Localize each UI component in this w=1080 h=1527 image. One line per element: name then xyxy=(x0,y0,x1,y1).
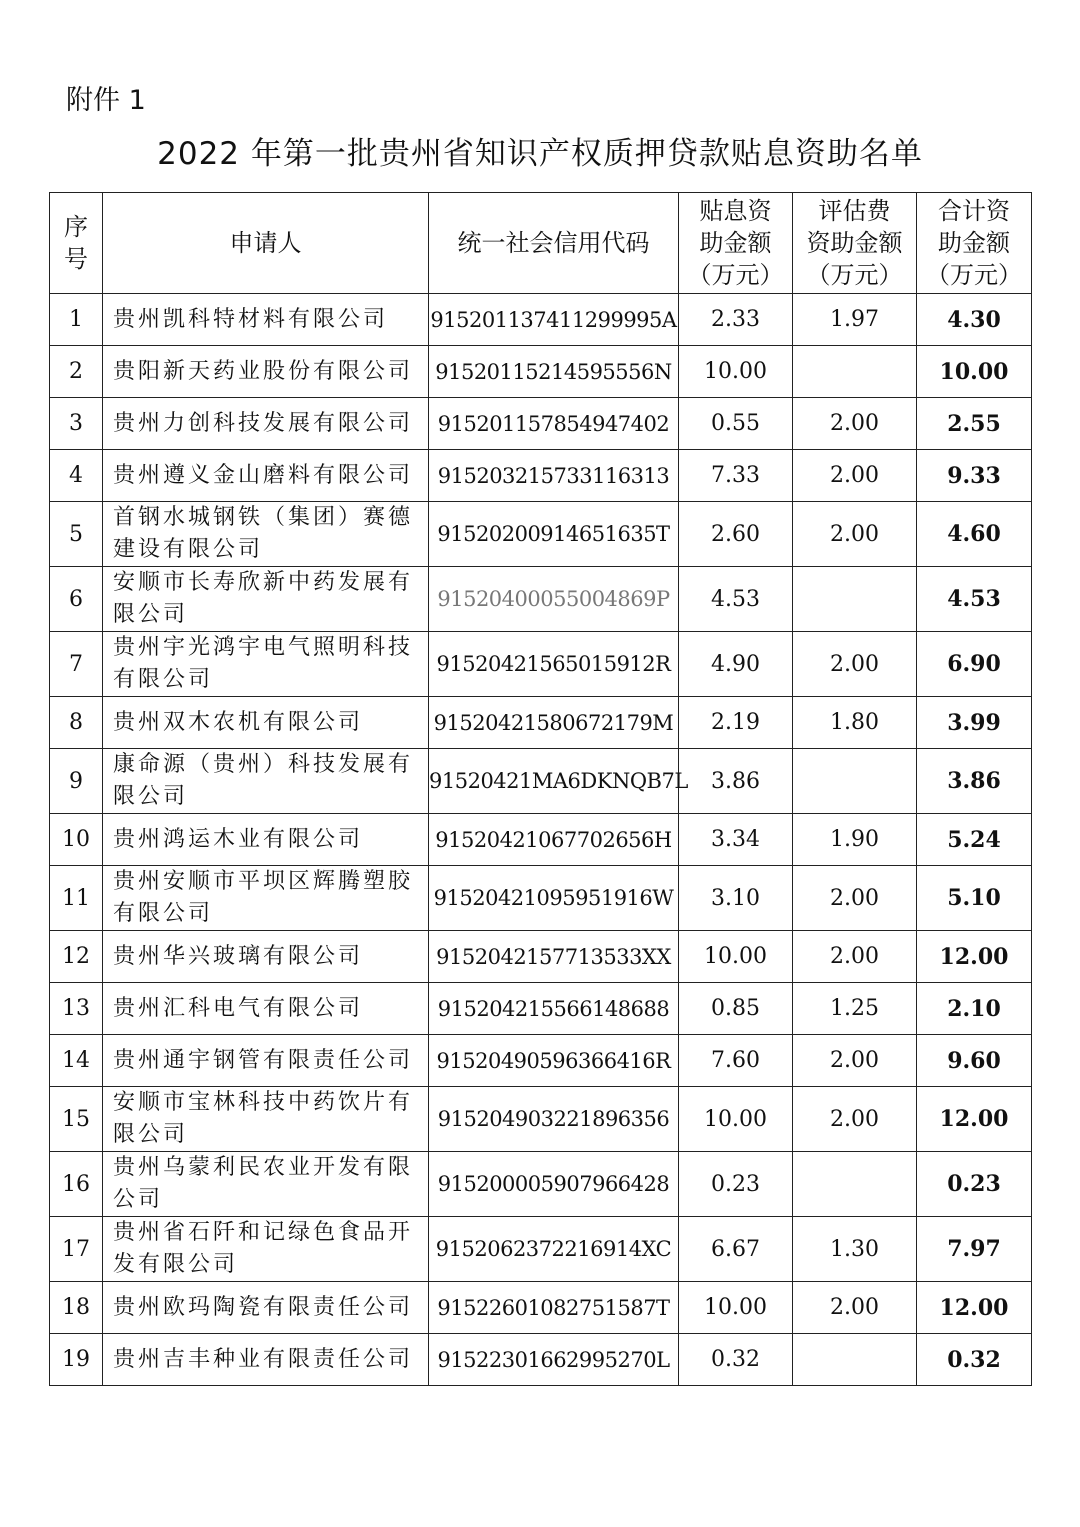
cell-credit-code: 915203215733116313 xyxy=(429,450,679,502)
table-row xyxy=(50,983,1032,1035)
applicant-line: 贵州通宇钢管有限责任公司 xyxy=(113,1047,414,1073)
cell-credit-code: 915201157854947402 xyxy=(429,398,679,450)
cell-seq: 15 xyxy=(50,1087,103,1152)
header-credit-code: 统一社会信用代码 xyxy=(429,193,679,294)
applicant-line: 贵州华兴玻璃有限公司 xyxy=(113,943,364,969)
cell-total: 3.99 xyxy=(917,697,1032,749)
cell-interest: 10.00 xyxy=(679,1282,793,1334)
table-row xyxy=(50,866,1032,931)
cell-interest: 6.67 xyxy=(679,1217,793,1282)
table-row xyxy=(50,450,1032,502)
table-row xyxy=(50,632,1032,697)
table-row xyxy=(50,1087,1032,1152)
applicant-line: 发有限公司 xyxy=(113,1252,239,1277)
applicant-line: 有限公司 xyxy=(113,901,214,926)
cell-credit-code: 915200005907966428 xyxy=(429,1152,679,1217)
cell-applicant xyxy=(103,1087,429,1152)
header-appraisal: 评估费 资助金额 （万元） xyxy=(793,193,917,294)
applicant-line: 贵州力创科技发展有限公司 xyxy=(113,410,414,436)
applicant-line: 限公司 xyxy=(113,784,189,809)
cell-interest: 0.55 xyxy=(679,398,793,450)
table-header-row xyxy=(50,193,1032,294)
cell-total: 3.86 xyxy=(917,749,1032,814)
cell-applicant xyxy=(103,931,429,983)
applicant-line: 贵州宇光鸿宇电气照明科技 xyxy=(113,635,414,660)
cell-total: 9.60 xyxy=(917,1035,1032,1087)
cell-appraisal: 1.97 xyxy=(793,294,917,346)
applicant-line: 安顺市长寿欣新中药发展有 xyxy=(113,570,414,595)
subsidy-table xyxy=(49,192,1032,1386)
cell-credit-code: 91520421095951916W xyxy=(429,866,679,931)
table-row xyxy=(50,502,1032,567)
cell-credit-code: 915204903221896356 xyxy=(429,1087,679,1152)
cell-applicant xyxy=(103,983,429,1035)
cell-seq: 8 xyxy=(50,697,103,749)
cell-seq: 13 xyxy=(50,983,103,1035)
cell-interest: 3.10 xyxy=(679,866,793,931)
cell-appraisal: 2.00 xyxy=(793,1035,917,1087)
applicant-line: 贵州凯科特材料有限公司 xyxy=(113,306,389,332)
cell-total: 0.23 xyxy=(917,1152,1032,1217)
table-row xyxy=(50,931,1032,983)
applicant-line: 首钢水城钢铁（集团）赛德 xyxy=(113,505,414,530)
cell-appraisal xyxy=(793,1152,917,1217)
table-row xyxy=(50,346,1032,398)
header-interest: 贴息资 助金额 （万元） xyxy=(679,193,793,294)
cell-interest: 0.85 xyxy=(679,983,793,1035)
cell-appraisal xyxy=(793,749,917,814)
table-row xyxy=(50,1035,1032,1087)
applicant-line: 建设有限公司 xyxy=(113,537,264,562)
cell-seq: 5 xyxy=(50,502,103,567)
cell-appraisal: 2.00 xyxy=(793,502,917,567)
cell-total: 10.00 xyxy=(917,346,1032,398)
cell-interest: 0.23 xyxy=(679,1152,793,1217)
table-body xyxy=(50,294,1032,1386)
cell-applicant xyxy=(103,502,429,567)
cell-credit-code: 915201137411299995A xyxy=(429,294,679,346)
document-title: 2022 年第一批贵州省知识产权质押贷款贴息资助名单 xyxy=(157,136,923,172)
cell-credit-code: 91522601082751587T xyxy=(429,1282,679,1334)
cell-seq: 4 xyxy=(50,450,103,502)
applicant-line: 安顺市宝林科技中药饮片有 xyxy=(113,1090,414,1115)
cell-credit-code: 9152042157713533XX xyxy=(429,931,679,983)
cell-applicant xyxy=(103,632,429,697)
header-applicant: 申请人 xyxy=(103,193,429,294)
table-row xyxy=(50,814,1032,866)
header-total: 合计资 助金额 （万元） xyxy=(917,193,1032,294)
cell-total: 4.30 xyxy=(917,294,1032,346)
cell-applicant xyxy=(103,1035,429,1087)
cell-seq: 11 xyxy=(50,866,103,931)
cell-seq: 1 xyxy=(50,294,103,346)
table-row xyxy=(50,1282,1032,1334)
cell-applicant xyxy=(103,749,429,814)
cell-interest: 4.90 xyxy=(679,632,793,697)
cell-seq: 2 xyxy=(50,346,103,398)
cell-applicant xyxy=(103,1334,429,1386)
cell-seq: 10 xyxy=(50,814,103,866)
cell-total: 0.32 xyxy=(917,1334,1032,1386)
cell-credit-code: 91520421067702656H xyxy=(429,814,679,866)
cell-interest: 2.60 xyxy=(679,502,793,567)
cell-interest: 7.33 xyxy=(679,450,793,502)
cell-credit-code: 91520421MA6DKNQB7L xyxy=(429,749,679,814)
applicant-line: 公司 xyxy=(113,1187,164,1212)
cell-applicant xyxy=(103,398,429,450)
cell-credit-code: 91520490596366416R xyxy=(429,1035,679,1087)
cell-appraisal: 2.00 xyxy=(793,450,917,502)
cell-total: 2.10 xyxy=(917,983,1032,1035)
cell-appraisal: 1.30 xyxy=(793,1217,917,1282)
cell-applicant xyxy=(103,814,429,866)
cell-total: 2.55 xyxy=(917,398,1032,450)
cell-seq: 9 xyxy=(50,749,103,814)
cell-appraisal: 2.00 xyxy=(793,398,917,450)
cell-credit-code: 9152062372216914XC xyxy=(429,1217,679,1282)
cell-appraisal: 1.25 xyxy=(793,983,917,1035)
cell-interest: 4.53 xyxy=(679,567,793,632)
cell-total: 9.33 xyxy=(917,450,1032,502)
applicant-line: 有限公司 xyxy=(113,667,214,692)
table-row xyxy=(50,1334,1032,1386)
cell-seq: 3 xyxy=(50,398,103,450)
cell-appraisal: 2.00 xyxy=(793,1282,917,1334)
applicant-line: 贵州吉丰种业有限责任公司 xyxy=(113,1346,414,1372)
cell-total: 12.00 xyxy=(917,1282,1032,1334)
cell-total: 4.60 xyxy=(917,502,1032,567)
applicant-line: 贵州鸿运木业有限公司 xyxy=(113,826,364,852)
cell-seq: 18 xyxy=(50,1282,103,1334)
cell-applicant xyxy=(103,346,429,398)
cell-credit-code: 915204215566148688 xyxy=(429,983,679,1035)
applicant-line: 贵州遵义金山磨料有限公司 xyxy=(113,462,414,488)
table-row xyxy=(50,567,1032,632)
applicant-line: 贵州乌蒙利民农业开发有限 xyxy=(113,1155,414,1180)
cell-credit-code: 91520115214595556N xyxy=(429,346,679,398)
cell-appraisal: 1.80 xyxy=(793,697,917,749)
cell-total: 7.97 xyxy=(917,1217,1032,1282)
cell-seq: 16 xyxy=(50,1152,103,1217)
cell-seq: 7 xyxy=(50,632,103,697)
table-row xyxy=(50,398,1032,450)
cell-credit-code: 91520421565015912R xyxy=(429,632,679,697)
cell-seq: 12 xyxy=(50,931,103,983)
cell-applicant xyxy=(103,1282,429,1334)
applicant-line: 贵州欧玛陶瓷有限责任公司 xyxy=(113,1294,414,1320)
cell-interest: 10.00 xyxy=(679,931,793,983)
cell-credit-code: 91520200914651635T xyxy=(429,502,679,567)
cell-credit-code: 91522301662995270L xyxy=(429,1334,679,1386)
cell-total: 6.90 xyxy=(917,632,1032,697)
table-row xyxy=(50,697,1032,749)
cell-appraisal xyxy=(793,346,917,398)
cell-applicant xyxy=(103,697,429,749)
applicant-line: 贵阳新天药业股份有限公司 xyxy=(113,358,414,384)
cell-interest: 3.86 xyxy=(679,749,793,814)
cell-appraisal: 2.00 xyxy=(793,1087,917,1152)
cell-interest: 7.60 xyxy=(679,1035,793,1087)
cell-total: 4.53 xyxy=(917,567,1032,632)
attachment-label: 附件 1 xyxy=(66,85,146,116)
cell-credit-code: 91520421580672179M xyxy=(429,697,679,749)
applicant-line: 限公司 xyxy=(113,1122,189,1147)
applicant-line: 限公司 xyxy=(113,602,189,627)
cell-applicant xyxy=(103,1217,429,1282)
cell-interest: 3.34 xyxy=(679,814,793,866)
cell-applicant xyxy=(103,450,429,502)
cell-total: 5.10 xyxy=(917,866,1032,931)
cell-interest: 10.00 xyxy=(679,1087,793,1152)
header-seq: 序 号 xyxy=(50,193,103,294)
cell-interest: 2.33 xyxy=(679,294,793,346)
cell-seq: 14 xyxy=(50,1035,103,1087)
applicant-line: 贵州双木农机有限公司 xyxy=(113,709,364,735)
cell-applicant xyxy=(103,567,429,632)
applicant-line: 贵州安顺市平坝区辉腾塑胶 xyxy=(113,869,414,894)
cell-total: 5.24 xyxy=(917,814,1032,866)
applicant-line: 康命源（贵州）科技发展有 xyxy=(113,752,414,777)
cell-seq: 19 xyxy=(50,1334,103,1386)
cell-seq: 6 xyxy=(50,567,103,632)
cell-appraisal: 2.00 xyxy=(793,866,917,931)
cell-appraisal: 1.90 xyxy=(793,814,917,866)
table-row xyxy=(50,1217,1032,1282)
cell-applicant xyxy=(103,1152,429,1217)
cell-appraisal: 2.00 xyxy=(793,931,917,983)
cell-credit-code: 91520400055004869P xyxy=(429,567,679,632)
table-row xyxy=(50,294,1032,346)
cell-interest: 0.32 xyxy=(679,1334,793,1386)
cell-applicant xyxy=(103,294,429,346)
cell-appraisal: 2.00 xyxy=(793,632,917,697)
cell-applicant xyxy=(103,866,429,931)
cell-total: 12.00 xyxy=(917,1087,1032,1152)
cell-total: 12.00 xyxy=(917,931,1032,983)
table-row xyxy=(50,1152,1032,1217)
applicant-line: 贵州汇科电气有限公司 xyxy=(113,995,364,1021)
applicant-line: 贵州省石阡和记绿色食品开 xyxy=(113,1220,414,1245)
cell-interest: 2.19 xyxy=(679,697,793,749)
cell-appraisal xyxy=(793,1334,917,1386)
table-row xyxy=(50,749,1032,814)
cell-appraisal xyxy=(793,567,917,632)
cell-interest: 10.00 xyxy=(679,346,793,398)
cell-seq: 17 xyxy=(50,1217,103,1282)
